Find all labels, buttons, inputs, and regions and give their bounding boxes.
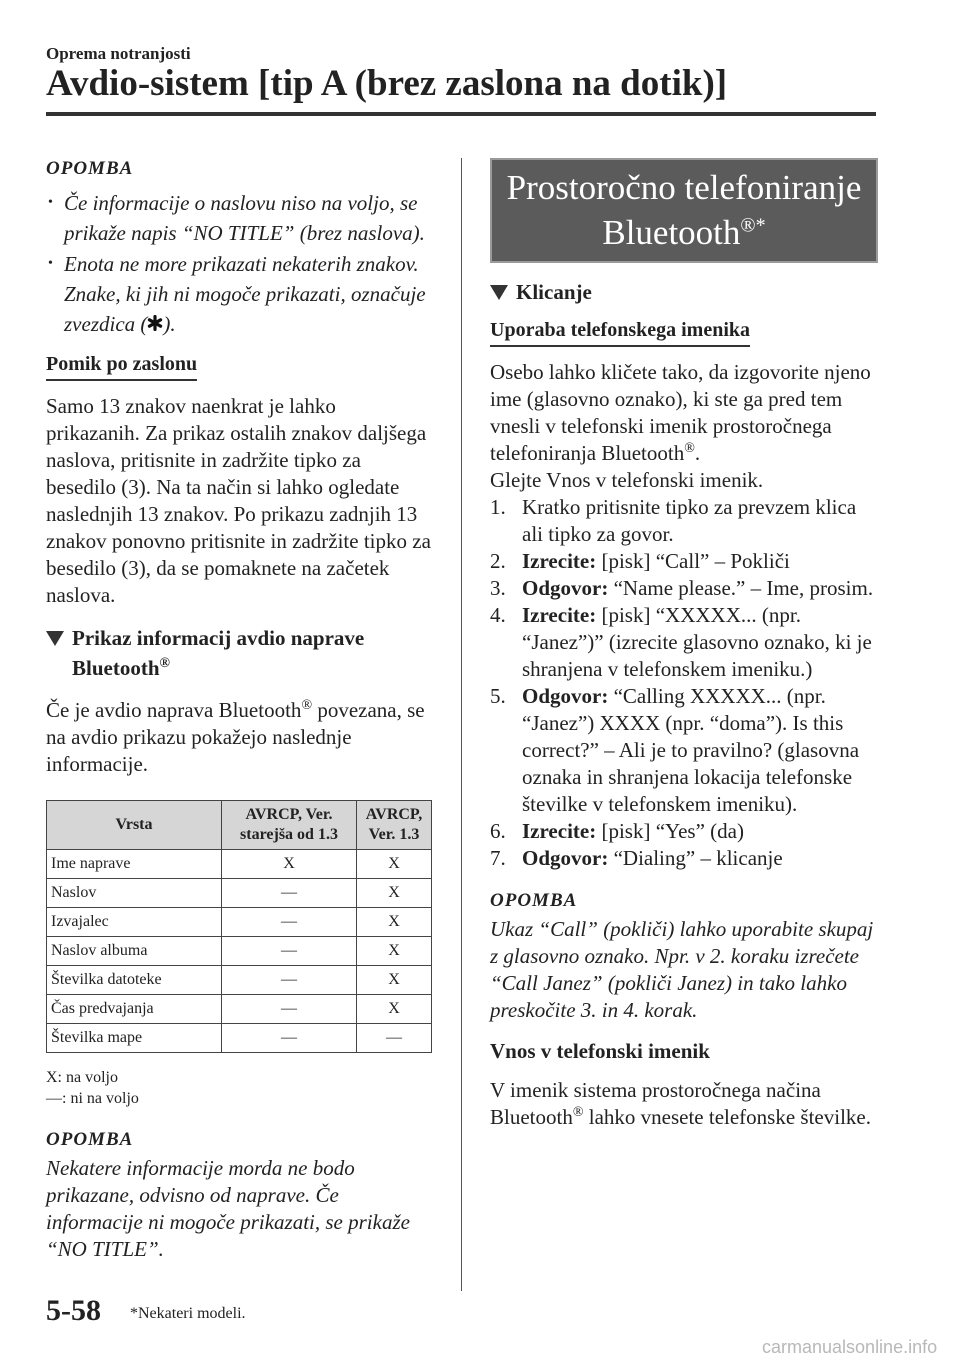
table-cell: Številka datoteke [47, 966, 222, 995]
table-row [47, 908, 432, 937]
banner-line-2 [492, 210, 876, 255]
table-cell: X [357, 850, 432, 879]
calling-intro-a: Osebo lahko kličete tako, da izgovorite njeno ime (glasovno oznako), ki ste ga pred tem vnesli v telefonski imenik prostoročnega telefoniranja Bluetooth [490, 360, 871, 465]
table-row [47, 995, 432, 1024]
note-item [46, 249, 434, 339]
table-cell: — [222, 937, 357, 966]
footnote: *Nekateri modeli. [130, 1305, 246, 1322]
table-row [47, 1024, 432, 1053]
triangle-marker-icon [490, 285, 508, 300]
step-item [490, 845, 880, 872]
step-number: 1. [490, 495, 506, 519]
table-row [47, 879, 432, 908]
table-cell: Naslov [47, 879, 222, 908]
table-header-row [47, 801, 432, 850]
step-item [490, 683, 880, 818]
calling-intro-b: . [694, 441, 701, 465]
step-text: [pisk] “Call” – Pokliči [596, 549, 790, 573]
step-label: Izrecite: [522, 603, 597, 627]
step-text: [pisk] “Yes” (da) [596, 819, 744, 843]
header-rule [46, 112, 876, 116]
step-number: 5. [490, 684, 506, 708]
calling-title: Klicanje [516, 280, 592, 304]
table-cell: X [357, 908, 432, 937]
table-cell: — [222, 966, 357, 995]
table-cell: X [357, 966, 432, 995]
step-text: Kratko pritisnite tipko za prevzem klica ali tipko za govor. [522, 495, 857, 546]
banner-line-1: Prostoročno telefoniranje [506, 168, 862, 207]
table-cell: Izvajalec [47, 908, 222, 937]
note-heading: OPOMBA [46, 158, 134, 179]
display-text-b: povezana, se na avdio prikazu pokažejo naslednje informacije. [46, 698, 425, 776]
section-banner [490, 158, 878, 263]
registered-mark: ® [159, 656, 170, 671]
registered-mark: ® [684, 441, 695, 456]
step-item [490, 575, 880, 602]
step-number: 4. [490, 603, 506, 627]
table-cell: — [222, 1024, 357, 1053]
registered-mark: ® [572, 1105, 584, 1120]
legend-available: X: na voljo [46, 1069, 118, 1086]
table-cell: Čas predvajanja [47, 995, 222, 1024]
table-cell: X [357, 995, 432, 1024]
table-cell: X [222, 850, 357, 879]
note-item-end: ). [163, 312, 176, 336]
note-text: Nekatere informacije morda ne bodo prikazane, odvisno od naprave. Če informacije ni mogoče prikazati, se prikaže “NO TITLE”. [46, 1156, 410, 1261]
registered-asterisk-mark: ®* [740, 214, 766, 237]
banner-line-2-text: Bluetooth [602, 213, 741, 252]
note-item: • Če informacije o naslovu niso na voljo, se prikaže napis “NO TITLE” (brez naslova). [46, 188, 434, 248]
asterisk-icon [147, 315, 163, 331]
phonebook-entry-text [490, 1077, 880, 1131]
calling-intro [490, 359, 880, 467]
step-label: Odgovor: [522, 684, 609, 708]
table-cell: — [357, 1024, 432, 1053]
step-number: 2. [490, 549, 506, 573]
step-number: 7. [490, 846, 506, 870]
step-text: “Dialing” – klicanje [608, 846, 783, 870]
phonebook-use-subtitle: Uporaba telefonskega imenika [490, 319, 750, 347]
step-label: Izrecite: [522, 549, 597, 573]
table-header-cell: Vrsta [47, 801, 222, 850]
scroll-subtitle: Pomik po zaslonu [46, 353, 197, 381]
table-cell: — [222, 908, 357, 937]
table-header-cell: AVRCP, Ver. starejša od 1.3 [222, 801, 357, 850]
step-item [490, 548, 880, 575]
step-item [490, 494, 880, 548]
step-text: “Name please.” – Ime, prosim. [608, 576, 874, 600]
step-label: Izrecite: [522, 819, 597, 843]
step-number: 6. [490, 819, 506, 843]
scroll-text: Samo 13 znakov naenkrat je lahko prikazanih. Za prikaz ostalih znakov daljšega naslova, pritisnite in zadržite tipko za besedilo (3). Na ta način si lahko ogledate naslednjih 13 znakov. Po prikazu zadnjih 13 znakov ponovno pritisnite in zadržite tipko za besedilo (3), da se pomaknete na začetek naslova. [46, 394, 431, 607]
step-item [490, 602, 880, 683]
calling-heading [490, 277, 880, 307]
step-text: [pisk] “XXXXX... (npr. “Janez”)” (izrecite glasovno oznako, ki je shranjena v telefonskem imeniku.) [522, 603, 872, 681]
display-title: Prikaz informacij avdio naprave Bluetooth [72, 626, 365, 680]
table-row [47, 850, 432, 879]
step-text: “Calling XXXXX... (npr. “Janez”) XXXX (npr. “doma”). Is this correct?” – Ali je to pravilno? (glasovna oznaka in shranjena lokacija telefonske številke v telefonskem imeniku). [522, 684, 860, 816]
info-table [46, 800, 432, 1053]
table-cell: X [357, 937, 432, 966]
display-text [46, 697, 434, 778]
table-row [47, 937, 432, 966]
phonebook-text-b: lahko vnesete telefonske številke. [583, 1105, 871, 1129]
table-header-cell: AVRCP, Ver. 1.3 [357, 801, 432, 850]
table-cell: Številka mape [47, 1024, 222, 1053]
note-heading: OPOMBA [490, 890, 578, 911]
triangle-marker-icon [46, 631, 64, 646]
calling-reference: Glejte Vnos v telefonski imenik. [490, 468, 764, 492]
step-label: Odgovor: [522, 846, 609, 870]
phonebook-text-a: V imenik sistema prostoročnega načina Bluetooth [490, 1078, 821, 1129]
step-item [490, 818, 880, 845]
step-label: Odgovor: [522, 576, 609, 600]
note-text: Ukaz “Call” (pokliči) lahko uporabite skupaj z glasovno oznako. Npr. v 2. koraku izrečete “Call Janez” (pokliči Janez) in tako lahko preskočite 3. in 4. korak. [490, 917, 874, 1022]
note-list [46, 188, 434, 339]
table-cell: Ime naprave [47, 850, 222, 879]
legend-unavailable: —: ni na voljo [46, 1090, 139, 1107]
page-title: Avdio-sistem [tip A (brez zaslona na dotik)] [46, 63, 728, 104]
display-section-heading [46, 623, 434, 683]
table-row [47, 966, 432, 995]
table-cell: — [222, 995, 357, 1024]
registered-mark: ® [301, 698, 313, 713]
step-number: 3. [490, 576, 506, 600]
section-label: Oprema notranjosti [46, 44, 191, 63]
right-column [490, 158, 880, 1131]
steps-list [490, 494, 880, 872]
phonebook-entry-title: Vnos v telefonski imenik [490, 1039, 710, 1063]
page-number: 5-58 [46, 1294, 101, 1327]
left-column [46, 158, 434, 1263]
table-cell: — [222, 879, 357, 908]
note-heading: OPOMBA [46, 1129, 134, 1150]
table-cell: X [357, 879, 432, 908]
watermark: carmanualsonline.info [762, 1337, 938, 1357]
column-divider [461, 158, 462, 1291]
table-cell: Naslov albuma [47, 937, 222, 966]
display-text-a: Če je avdio naprava Bluetooth [46, 698, 302, 722]
note-item-text: Enota ne more prikazati nekaterih znakov. Znake, ki jih ni mogoče prikazati, označuje zvezdica ( [64, 252, 426, 336]
